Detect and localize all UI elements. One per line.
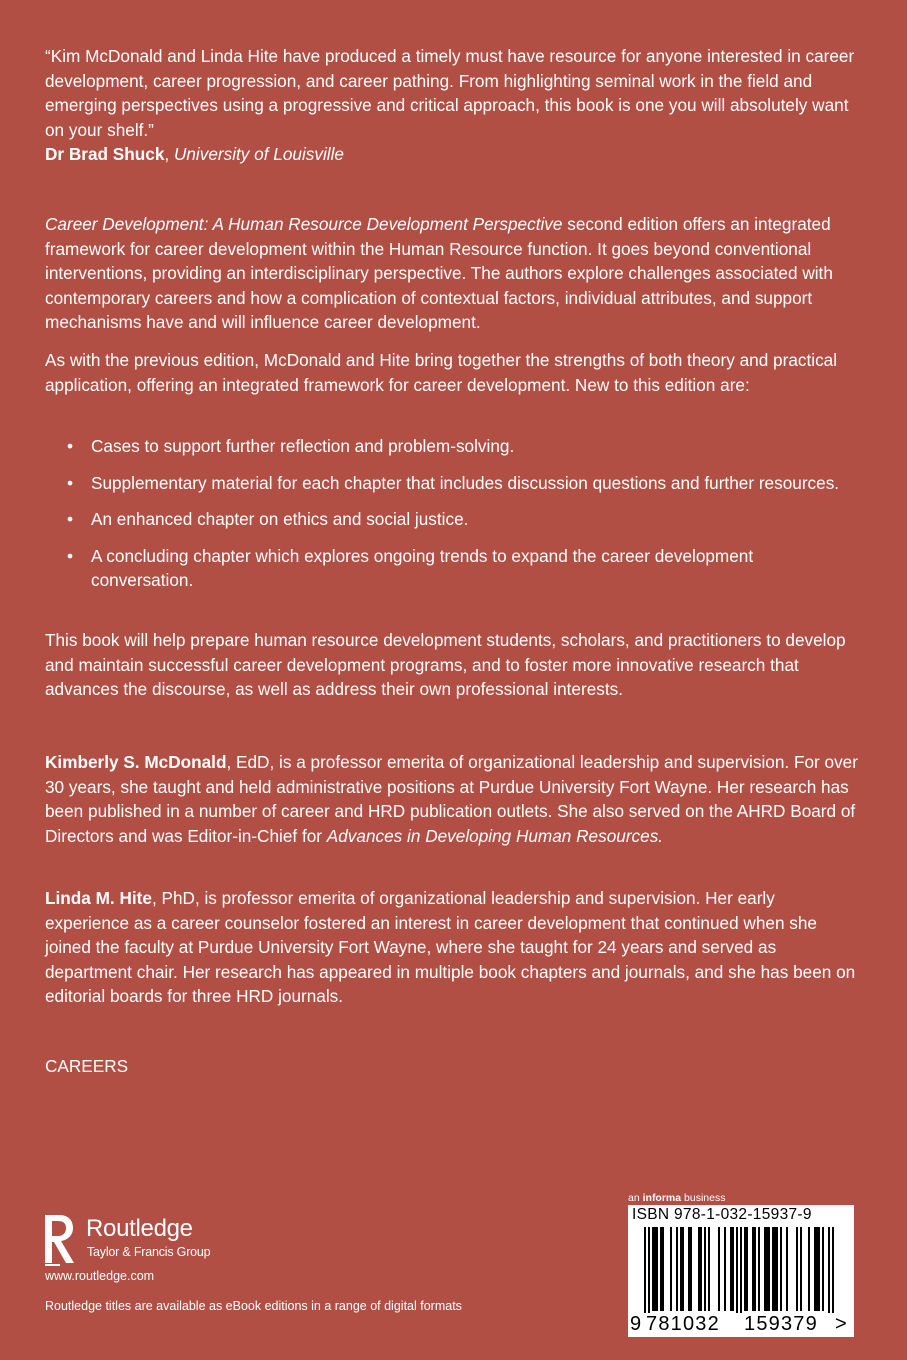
barcode-bar	[752, 1227, 754, 1311]
barcode-bar	[730, 1227, 732, 1311]
barcode-bar	[746, 1227, 748, 1311]
author-name: Kimberly S. McDonald	[45, 752, 227, 772]
author-bio-text: , EdD, is a professor emerita of organizational leadership and supervision. For over 30 years, she taught and held administrative positions at Purdue University Fort Wayne. Her research has been published in a number of career and HRD publication outlets. She also served on the AHRD Board of Directors and was Editor-in-Chief for	[45, 752, 858, 846]
description-p2-text: As with the previous edition, McDonald and Hite bring together the strengths of both theory and practical application, offering an integrated framework for career development. New to this edition are:	[45, 350, 838, 395]
barcode-bar	[660, 1227, 662, 1311]
subject-category: CAREERS	[45, 1056, 129, 1076]
new-features-list	[45, 434, 860, 605]
barcode-bar	[808, 1227, 810, 1311]
barcode-bar	[764, 1227, 766, 1311]
barcode-bar	[832, 1227, 834, 1313]
barcode-bar	[780, 1227, 782, 1311]
bullet-icon: •	[67, 436, 74, 456]
barcode-bar	[766, 1227, 768, 1311]
endorsement	[45, 44, 860, 167]
endorsement-attribution	[45, 142, 860, 167]
endorsement-quote: “Kim McDonald and Linda Hite have produced a timely must have resource for anyone interested in career development, career progression, and career pathing. From highlighting seminal work in the field and emerging perspectives using a progressive and critical approach, this book is one you will absolutely want on your shelf.”	[45, 46, 855, 140]
barcode-bar	[652, 1227, 654, 1311]
barcode-bar	[786, 1227, 788, 1311]
barcode-arrow: >	[835, 1313, 847, 1335]
barcode-bar	[772, 1227, 774, 1311]
barcode-bar	[704, 1227, 706, 1311]
barcode-bar	[648, 1227, 650, 1313]
barcode-bar	[682, 1227, 684, 1311]
barcode-bar	[796, 1227, 798, 1311]
barcode-first-digit: 9	[630, 1313, 642, 1335]
barcode-bar	[818, 1227, 820, 1311]
barcode-bar	[708, 1227, 710, 1311]
informa-brand: informa	[642, 1192, 682, 1204]
book-title: Career Development: A Human Resource Development Perspective	[45, 214, 563, 234]
informa-suffix: business	[681, 1192, 726, 1204]
barcode-bar	[676, 1227, 678, 1311]
description-paragraph-3	[45, 628, 860, 702]
barcode-bar	[816, 1227, 818, 1311]
barcode-bar	[800, 1227, 802, 1311]
barcode-bar	[724, 1227, 726, 1311]
barcode-bar	[740, 1227, 742, 1313]
publisher-group: Taylor & Francis Group	[87, 1245, 211, 1259]
barcode-bar	[754, 1227, 756, 1311]
barcode-bar	[690, 1227, 692, 1311]
barcode-bars	[628, 1225, 854, 1313]
author-bio-text: , PhD, is professor emerita of organizational leadership and supervision. Her early experience as a career counselor fostered an interest in career development that continued when she joined the faculty at Purdue University Fort Wayne, where she taught for 24 years and served as department chair. Her research has appeared in multiple book chapters and journals, and she has been on editorial boards for three HRD journals.	[45, 888, 856, 1007]
publisher-name: Routledge	[86, 1215, 193, 1242]
barcode-bar	[822, 1227, 824, 1311]
barcode-bar	[736, 1227, 738, 1313]
routledge-r-icon	[42, 1213, 76, 1267]
author-name: Linda M. Hite	[45, 888, 152, 908]
list-item-text: A concluding chapter which explores ongoing trends to expand the career development conversation.	[91, 545, 754, 591]
barcode-bar	[670, 1227, 672, 1311]
list-item-text: An enhanced chapter on ethics and social justice.	[91, 509, 469, 530]
bullet-icon: •	[67, 545, 74, 566]
barcode-right-digits: 159379	[744, 1313, 818, 1335]
isbn-label: ISBN 978-1-032-15937-9	[632, 1206, 812, 1223]
barcode-bar	[698, 1227, 700, 1311]
author-bio-mcdonald	[45, 750, 860, 848]
journal-title: Advances in Developing Human Resources.	[326, 825, 664, 846]
barcode-bar	[828, 1227, 830, 1313]
barcode-bar	[758, 1227, 760, 1311]
bullet-icon: •	[67, 509, 74, 530]
informa-business-label	[628, 1191, 725, 1205]
publisher-logo	[42, 1213, 262, 1269]
endorsement-affiliation: University of Louisville	[173, 144, 344, 165]
barcode-bar	[700, 1227, 702, 1311]
ebook-note: Routledge titles are available as eBook editions in a range of digital formats	[45, 1299, 462, 1313]
barcode-bar	[654, 1227, 656, 1311]
barcode-left-digits: 781032	[646, 1313, 720, 1335]
barcode-bar	[744, 1227, 746, 1311]
list-item-text: Supplementary material for each chapter that includes discussion questions and further resources.	[91, 472, 840, 493]
barcode-bar	[688, 1227, 690, 1311]
isbn-barcode	[628, 1205, 854, 1337]
endorsement-separator: ,	[164, 144, 174, 165]
endorsement-author: Dr Brad Shuck	[45, 144, 165, 165]
barcode-bar	[680, 1227, 682, 1311]
list-item	[45, 544, 860, 593]
barcode-digits	[628, 1312, 854, 1336]
barcode-bar	[774, 1227, 776, 1311]
description-paragraph-2	[45, 348, 860, 397]
description-p1-text: second edition offers an integrated framework for career development within the Human Resource function. It goes beyond conventional interventions, providing an interdisciplinary perspective. The authors explore challenges associated with contemporary careers and how a complication of contextual factors, individual attributes, and support mechanisms have and will influence career development.	[45, 214, 833, 333]
list-item	[45, 434, 860, 459]
description-p3-text: This book will help prepare human resource development students, scholars, and practitioners to develop and maintain successful career development programs, and to foster more innovative research that advances the discourse, as well as address their own professional interests.	[45, 630, 846, 700]
barcode-bar	[768, 1227, 770, 1311]
barcode-bar	[814, 1227, 816, 1311]
list-item	[45, 507, 860, 532]
barcode-bar	[776, 1227, 778, 1311]
author-bio-hite	[45, 886, 860, 1009]
barcode-bar	[644, 1227, 646, 1313]
barcode-bar	[656, 1227, 658, 1311]
description-paragraph-1	[45, 212, 860, 335]
list-item-text: Cases to support further reflection and problem-solving.	[91, 436, 515, 456]
barcode-bar	[662, 1227, 664, 1311]
barcode-bar	[718, 1227, 720, 1311]
barcode-bar	[732, 1227, 734, 1311]
bullet-icon: •	[67, 472, 74, 493]
informa-prefix: an	[628, 1192, 643, 1204]
publisher-url: www.routledge.com	[45, 1269, 155, 1283]
list-item	[45, 471, 860, 496]
